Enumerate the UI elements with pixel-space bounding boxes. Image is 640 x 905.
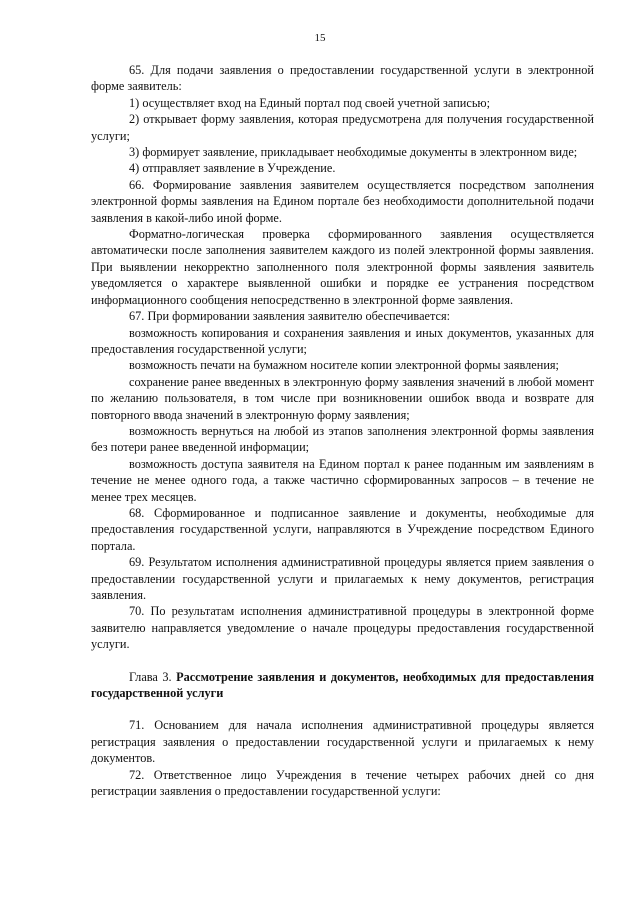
paragraph-71: 71. Основанием для начала исполнения административной процедуры является регистрация заявления о предоставлении государственной услуги и прилагаемых к нему документов. <box>91 718 594 766</box>
paragraph-69: 69. Результатом исполнения административной процедуры является прием заявления о предоставлении государственной услуги и прилагаемых к нему документов, регистрация заявления. <box>91 555 594 602</box>
paragraph-67-return: возможность вернуться на любой из этапов заполнения электронной формы заявления без потери ранее введенной информации; <box>91 423 594 455</box>
paragraph-67-access: возможность доступа заявителя на Едином портал к ранее поданным им заявлениям в течение не менее одного года, а также частично сформированных запросов – в течение не менее трех месяцев. <box>91 456 594 504</box>
chapter-number: Глава 3. <box>129 669 172 684</box>
paragraph-67-print: возможность печати на бумажном носителе копии электронной формы заявления; <box>129 358 559 373</box>
page-number: 15 <box>314 32 326 44</box>
list-item-4: 4) отправляет заявление в Учреждение. <box>129 161 336 176</box>
paragraph-66: 66. Формирование заявления заявителем осуществляется посредством заполнения электронной формы заявления на Едином портале без необходимости дополнительной подачи заявления в какой-либо иной форме. <box>91 177 594 225</box>
paragraph-67-copy: возможность копирования и сохранения заявления и иных документов, указанных для предоставления государственной услуги; <box>91 325 594 356</box>
list-item-2: 2) открывает форму заявления, которая предусмотрена для получения государственной услуги; <box>91 112 594 143</box>
chapter-heading <box>91 669 594 702</box>
paragraph-70: 70. По результатам исполнения административной процедуры в электронной форме заявителю направляется уведомление о начале процедуры предоставления государственной услуги. <box>91 604 594 652</box>
paragraph-format-check: Форматно-логическая проверка сформированного заявления осуществляется автоматически после заполнения заявителем каждого из полей электронной формы заявления. При выявлении некорректно заполненного поля электронной формы заявления заявитель уведомляется о характере выявленной ошибки и порядке ее устранения посредством информационного сообщения непосредственно в электронной форме заявления. <box>91 227 594 307</box>
document-body <box>91 62 594 799</box>
paragraph-67: 67. При формировании заявления заявителю обеспечивается: <box>129 309 451 324</box>
chapter-title: Рассмотрение заявления и документов, необходимых для предоставления государственной услуги <box>91 669 594 701</box>
list-item-3: 3) формирует заявление, прикладывает необходимые документы в электронном виде; <box>129 145 578 160</box>
paragraph-67-save: сохранение ранее введенных в электронную форму заявления значений в любой момент по желанию пользователя, в том числе при возникновении ошибок ввода и возврате для повторного ввода значений в электронную форму заявления; <box>91 374 594 422</box>
paragraph-72: 72. Ответственное лицо Учреждения в течение четырех рабочих дней со дня регистрации заявления о предоставлении государственной услуги: <box>91 767 594 799</box>
paragraph-68: 68. Сформированное и подписанное заявление и документы, необходимые для предоставления государственной услуги, направляются в Учреждение посредством Единого портала. <box>91 505 594 553</box>
paragraph-65: 65. Для подачи заявления о предоставлении государственной услуги в электронной форме заявитель: <box>91 63 594 94</box>
list-item-1: 1) осуществляет вход на Единый портал под своей учетной записью; <box>129 95 491 110</box>
